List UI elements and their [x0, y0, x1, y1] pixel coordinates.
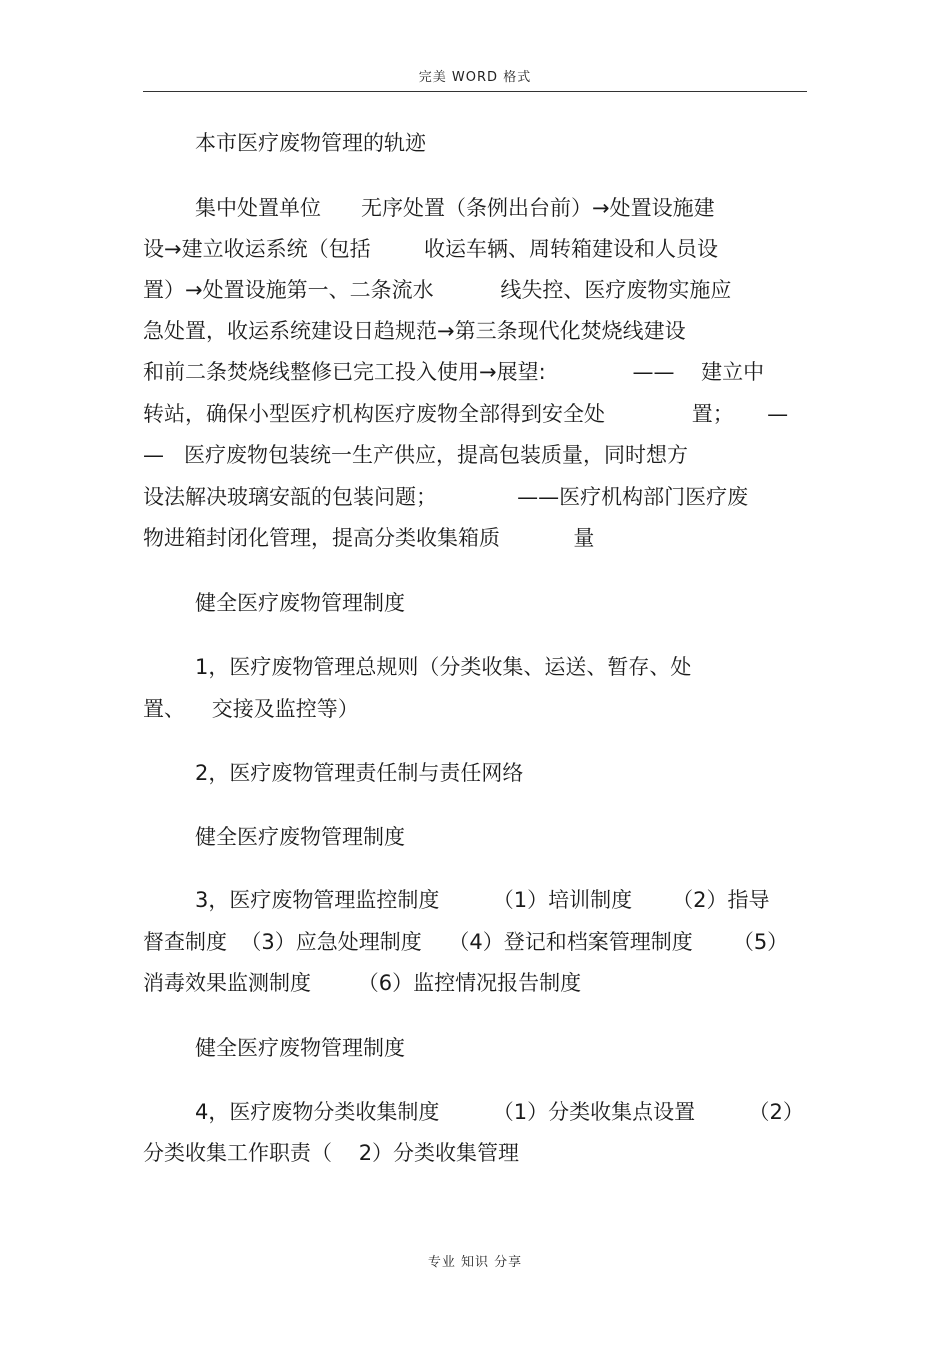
paragraph-line: 消毒效果监测制度 （6）监控情况报告制度: [143, 971, 582, 995]
paragraph-line: 督查制度 （3）应急处理制度 （4）登记和档案管理制度 （5）: [143, 930, 789, 954]
paragraph-line: 2，医疗废物管理责任制与责任网络: [195, 761, 524, 785]
paragraph-line: 急处置，收运系统建设日趋规范→第三条现代化焚烧线建设: [143, 319, 686, 343]
section-title: 本市医疗废物管理的轨迹: [195, 131, 426, 155]
paragraph-line: 设→建立收运系统（包括 收运车辆、周转箱建设和人员设: [143, 237, 718, 261]
section-title: 健全医疗废物管理制度: [195, 825, 405, 849]
section-title: 健全医疗废物管理制度: [195, 591, 405, 615]
paragraph-line: 置、 交接及监控等）: [143, 697, 359, 721]
paragraph-line: — 医疗废物包装统一生产供应，提高包装质量，同时想方: [143, 443, 689, 467]
paragraph-line: 设法解决玻璃安瓿的包装问题； ——医疗机构部门医疗废: [143, 485, 749, 509]
paragraph-line: 物进箱封闭化管理，提高分类收集箱质 量: [143, 526, 595, 550]
paragraph-line: 4，医疗废物分类收集制度 （1）分类收集点设置 （2）: [195, 1100, 804, 1124]
header-divider: [143, 91, 807, 92]
paragraph-line: 和前二条焚烧线整修已完工投入使用→展望: —— 建立中: [143, 360, 765, 384]
paragraph-line: 集中处置单位 无序处置（条例出台前）→处置设施建: [195, 196, 715, 220]
paragraph-line: 1，医疗废物管理总规则（分类收集、运送、暂存、处: [195, 655, 692, 679]
header-text: 完美 WORD 格式: [418, 70, 532, 85]
paragraph-line: 置）→处置设施第一、二条流水 线失控、医疗废物实施应: [143, 278, 732, 302]
section-title: 健全医疗废物管理制度: [195, 1036, 405, 1060]
paragraph-line: 3，医疗废物管理监控制度 （1）培训制度 （2）指导: [195, 888, 770, 912]
page-footer: 专业 知识 分享: [427, 1255, 523, 1270]
paragraph-line: 转站，确保小型医疗机构医疗废物全部得到安全处 置； —: [143, 402, 789, 426]
paragraph-line: 分类收集工作职责（ 2）分类收集管理: [143, 1141, 520, 1165]
